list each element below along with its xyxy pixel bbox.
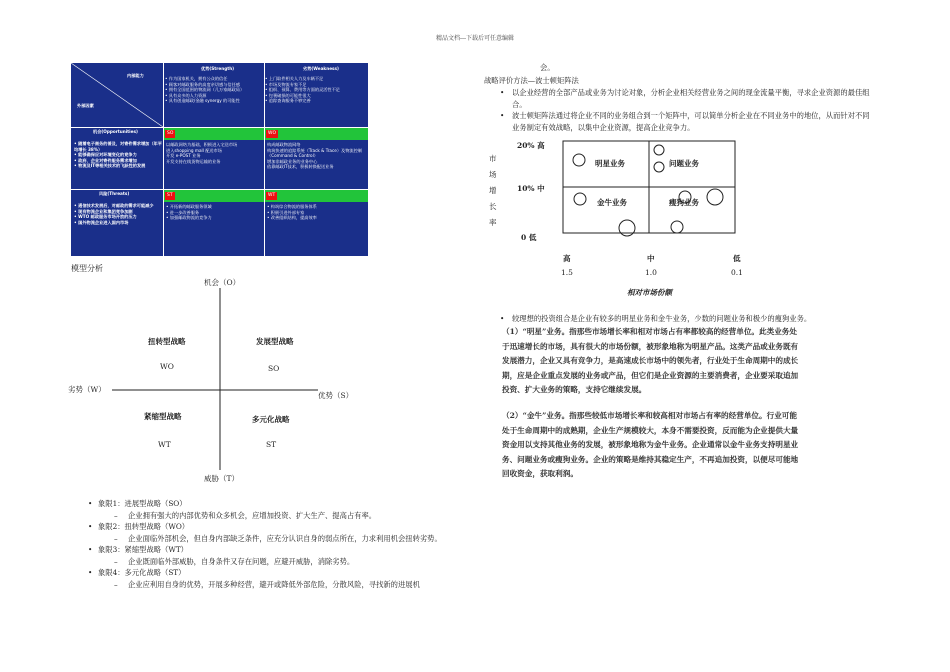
st-list: • 开拓新的邮政服务领域 • 进一步改善服务 • 加强邮政物流的竞争力 bbox=[166, 204, 212, 221]
wo-list: 构成邮政物流网络 构筑快速的追踪系统（Track & Trace）及物流控制（Command & Control） 增加非邮政业务的业务中心 依靠邮政IT技术，积极转换配送业务 bbox=[267, 142, 362, 170]
opp-title: 机会(Opportunities) bbox=[93, 129, 138, 134]
st-tag: ST bbox=[167, 193, 173, 198]
so-bar bbox=[164, 128, 264, 140]
wo-bar bbox=[265, 128, 368, 140]
bcg-y-title: 市 场 增 长 率 bbox=[489, 154, 497, 227]
wo-tag: WO bbox=[268, 131, 276, 136]
st-bar bbox=[164, 190, 264, 202]
list-subitem: – 企业既面临外部威胁，自身条件又存在问题，应避开威胁，消除劣势。 bbox=[88, 556, 478, 568]
list-item: • 象限1：进展型战略（SO） bbox=[88, 498, 478, 510]
bcg-x-num-2: 1.0 bbox=[645, 268, 657, 277]
weakness-item: • 上门取件相关人力及车辆不足 bbox=[265, 76, 324, 81]
swot-table bbox=[71, 63, 368, 256]
bcg-bullets bbox=[484, 87, 874, 133]
axis-bottom-label: 威胁（T） bbox=[204, 474, 240, 483]
so-tag: SO bbox=[167, 131, 174, 136]
quadrant-axes bbox=[60, 274, 360, 486]
bcg-matrix bbox=[487, 135, 757, 310]
q2-name: 发展型战略 bbox=[256, 337, 294, 346]
corner-bottom-label: 外部因素 bbox=[77, 103, 94, 108]
weaknesses-list bbox=[265, 76, 365, 104]
bcg-note: • 较理想的投资组合是企业有较多的明星业务和金牛业务，少数的问题业务和极少的瘦狗业务。 bbox=[484, 313, 874, 325]
quadrant-explanations bbox=[88, 498, 478, 590]
bcg-cow-label: 金牛业务 bbox=[597, 198, 627, 207]
axis-top-label: 机会（O） bbox=[204, 278, 241, 287]
threats-list: • 通信技术发展后，对邮政的需求可能减少 • 现有物流企业和集团竞争加剧 • WTO 邮政服务市场开放的压力 • 国外物流企业进入国内市场 bbox=[74, 203, 154, 225]
q2-code: SO bbox=[268, 364, 280, 373]
bcg-x-title: 相对市场份额 bbox=[627, 288, 672, 297]
star-paragraph: （1）“明星”业务。指那些市场增长率和相对市场占有率都较高的经营单位。此类业务处于迅速增长的市场，具有很大的市场份额，被形象地称为明星产品。这类产品或业务既有发展潜力，企业又具有竞争力，是高速成长市场中的领先者，行业处于生命周期中的成长期，应是企业重点发展的业务或产品，但它们是企业资源的主要消费者，企业要采取追加投资、扩大业务的策略，支持它继续发展。 bbox=[502, 327, 799, 394]
bcg-y-tick-high: 20% 高 bbox=[517, 141, 545, 150]
list-subitem: – 企业拥有强大的内部优势和众多机会，应增加投资、扩大生产、提高占有率。 bbox=[88, 510, 478, 522]
q1-code: WO bbox=[160, 362, 174, 371]
bcg-dog-label: 瘦狗业务 bbox=[669, 198, 699, 207]
corner-top-label: 内部能力 bbox=[127, 73, 144, 78]
strength-item: • 具有创造邮政/金融 synergy 的可能性 bbox=[165, 98, 240, 104]
quadrant-diagram bbox=[60, 274, 360, 486]
weakness-item: • 市场及物流专家不足 bbox=[265, 81, 307, 87]
opps-list: • 随着电子商务的普及，对寄件需求增加（年平均增长 38%） • 能够确保应对环境变化的竞争力 • 政府、企业对寄件服务需求增加 • 物流及IT等相关技术的飞跃性的发展 bbox=[74, 141, 162, 169]
so-list: 以邮政网络为基础，积极进入宅送市场 进入shopping mall 配送市场 开发 e-POST 业务 开发支持在线货物运输的业务 bbox=[166, 142, 238, 164]
wt-list: • 构筑综合物流的服务体系 • 积极引进外部专家 • 改善组织结构，提高效率 bbox=[267, 204, 317, 221]
model-caption: 模型分析 bbox=[71, 264, 103, 273]
list-subitem: – 企业面临外部机会，但自身内部缺乏条件，应充分认识自身的弱点所在，力求利用机会扭转劣势。 bbox=[88, 533, 478, 545]
axis-right-label: 优势（S） bbox=[318, 391, 354, 400]
bcg-bullet: • 以企业经营的全部产品或业务为讨论对象，分析企业相关经营业务之间的现金流量平衡，寻求企业资源的最佳组合。 bbox=[484, 87, 874, 110]
weakness-item: • 组织、预算、费用等方面的灵活性不足 bbox=[265, 87, 340, 93]
q3-code: WT bbox=[158, 440, 171, 449]
strength-item: • 作为国家机关，拥有公众的信任 bbox=[165, 76, 228, 81]
bcg-x-word-mid: 中 bbox=[647, 254, 655, 263]
axis-left-label: 劣势（W） bbox=[68, 385, 106, 394]
wt-bar bbox=[265, 190, 368, 202]
corner-diagonal bbox=[71, 63, 163, 127]
bcg-x-word-low: 低 bbox=[733, 254, 741, 263]
strength-item: • 具有众多的人力资源 bbox=[165, 92, 207, 98]
threat-title: 风险(Threats) bbox=[99, 191, 130, 196]
wt-tag: WT bbox=[268, 193, 276, 198]
list-subitem: – 企业应利用自身的优势，开展多种经营，避开或降低外部危险，分散风险，寻找新的进展机 bbox=[88, 579, 478, 591]
bcg-x-num-3: 0.1 bbox=[731, 268, 743, 277]
strengths-list bbox=[165, 76, 263, 104]
q1-name: 扭转型战略 bbox=[148, 337, 186, 346]
list-item: • 象限2：扭转型战略（WO） bbox=[88, 521, 478, 533]
q4-code: ST bbox=[266, 440, 277, 449]
weakness-item: • 追踪查询服务不够完善 bbox=[265, 98, 311, 104]
cow-paragraph: （2）“金牛”业务。指那些较低市场增长率和较高相对市场占有率的经营单位。行业可能处于生命周期中的成熟期，企业生产规模较大，本身不需要投资，反而能为企业提供大量资金用以支持其他业务的发展，被形象地称为金牛业务。企业通常以金牛业务支持明星业务、问题业务或瘦狗业务。企业的策略是维持其稳定生产，不再追加投资，以便尽可能地回收资金，获取利润。 bbox=[502, 411, 799, 478]
strength-title: 优势(Strength) bbox=[201, 66, 235, 71]
continued-text: 会。 bbox=[540, 63, 555, 72]
bcg-star-label: 明星业务 bbox=[595, 159, 625, 168]
list-item: • 象限4：多元化战略（ST） bbox=[88, 567, 478, 579]
q3-name: 紧缩型战略 bbox=[144, 412, 182, 421]
weakness-title: 劣势(Weakness) bbox=[303, 66, 339, 71]
list-item: • 象限3：紧缩型战略（WT） bbox=[88, 544, 478, 556]
weakness-item: • 包裹破损的可能性很大 bbox=[265, 92, 311, 98]
q4-name: 多元化战略 bbox=[252, 415, 290, 424]
bcg-x-word-high: 高 bbox=[563, 254, 571, 263]
bcg-y-tick-mid: 10% 中 bbox=[517, 184, 545, 193]
bcg-x-num-1: 1.5 bbox=[561, 268, 573, 277]
strength-item: • 拥有全国范围的物流网（几万家邮政局） bbox=[165, 87, 245, 93]
page-header: 精品文档---下载后可任意编辑 bbox=[435, 35, 515, 42]
bcg-bullet: • 波士顿矩阵法通过将企业不同的业务组合到一个矩阵中，可以简单分析企业在不同业务中的地位，从而针对不同业务制定有效战略，以集中企业资源，提高企业竞争力。 bbox=[484, 110, 874, 133]
bcg-title: 战略评价方法—波士顿矩阵法 bbox=[484, 76, 579, 85]
bcg-y-tick-low: 0 低 bbox=[521, 233, 537, 242]
bcg-question-label: 问题业务 bbox=[669, 159, 699, 168]
strength-item: • 顾客对邮政服务的高度亲切感与信任感 bbox=[165, 81, 240, 87]
